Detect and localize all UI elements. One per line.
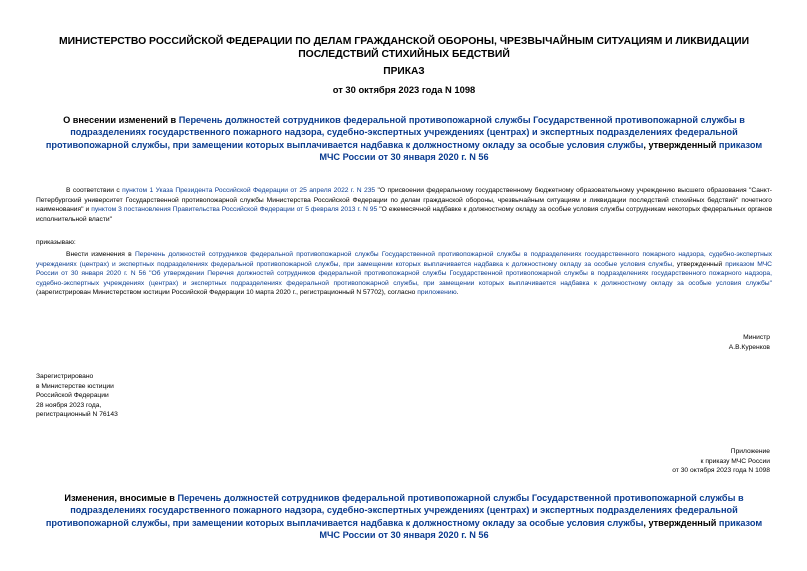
preamble-paragraph xyxy=(36,186,772,224)
registration-line: Зарегистрировано xyxy=(36,373,94,380)
prior-order-link[interactable]: приказом МЧС России от 30 января 2020 г. N 56 "Об утверждении Перечня должностей сотрудников федеральной противопожарной службы Государственной противопожарной службы в подразделениях государственного пожарного надзора, судебно-экспертных учреждениях (центрах) и экспертных подразделениях федеральной противопожарной службы, при замещении которых выплачивается надбавка к должностному окладу за особые условия службы" xyxy=(36,260,773,287)
order-paragraph xyxy=(36,250,772,298)
appendix-line: к приказу МЧС России xyxy=(700,457,770,465)
order-text-c: (зарегистрирован Министерством юстиции Российской Федерации 10 марта 2020 г., регистрационный N 57702), согласно xyxy=(36,289,418,296)
appendix-title-order-link[interactable]: приказом МЧС России от 30 января 2020 г. N 56 xyxy=(319,517,763,540)
title-order-link[interactable]: приказом МЧС России от 30 января 2020 г. N 56 xyxy=(319,139,763,162)
registration-line: в Министерстве юстиции xyxy=(36,382,114,390)
appendix-title-list-link[interactable]: Перечень должностей сотрудников федеральной противопожарной службы Государственной противопожарной службы в подразделениях государственного пожарного надзора, судебно-экспертных учреждениях (центрах) и экспертных подразделениях федеральной противопожарной службы, при замещении которых выплачивается надбавка к должностному окладу за особые условия службы xyxy=(45,493,744,528)
order-title xyxy=(36,114,772,163)
preamble-text-a: В соответствии с xyxy=(66,187,123,194)
title-list-link[interactable]: Перечень должностей сотрудников федеральной противопожарной службы Государственной противопожарной службы в подразделениях государственного пожарного надзора, судебно-экспертных учреждениях (центрах) и экспертных подразделениях федеральной противопожарной службы, при замещении которых выплачивается надбавка к должностному окладу за особые условия службы xyxy=(45,115,745,150)
appendix-title-middle: , утвержденный xyxy=(643,517,719,528)
ministry-heading: МИНИСТЕРСТВО РОССИЙСКОЙ ФЕДЕРАЦИИ ПО ДЕЛАМ ГРАЖДАНСКОЙ ОБОРОНЫ, ЧРЕЗВЫЧАЙНЫМ СИТУАЦИЯМ И ЛИКВИДАЦИИ ПОСЛЕДСТВИЙ СТИХИЙНЫХ БЕДСТВИЙ xyxy=(58,36,750,60)
appendix-title xyxy=(36,492,772,541)
order-text-a: Внести изменения в xyxy=(66,251,135,258)
appendix-title-prefix: Изменения, вносимые в xyxy=(64,493,178,503)
signer-name: А.В.Куренков xyxy=(728,344,770,351)
registration-line: 28 ноября 2023 года, xyxy=(36,401,102,409)
decree-link[interactable]: пунктом 1 Указа Президента Российской Федерации от 25 апреля 2022 г. N 235 xyxy=(122,187,376,194)
preamble-text-b: "О присвоении федеральному государственному бюджетному образовательному учреждению высшего образования "Санкт-Петербургский университет Государственной противопожарной службы Министерства Российской Федерации по делам гражданской обороны, чрезвычайным ситуациям и ликвидации последствий стихийных бедствий" почетного наименования" и xyxy=(36,187,772,213)
order-text-b: , утвержденный xyxy=(672,260,726,268)
appendix-line: Приложение xyxy=(730,448,770,455)
registration-block xyxy=(36,372,118,420)
list-link[interactable]: Перечень должностей сотрудников федеральной противопожарной службы Государственной противопожарной службы в подразделениях государственного пожарного надзора, судебно-экспертных учреждениях (центрах) и экспертных подразделениях федеральной противопожарной службы, при замещении которых выплачивается надбавка к должностному окладу за особые условия службы xyxy=(36,251,772,268)
order-text-d: . xyxy=(456,289,459,296)
signer-position: Министр xyxy=(743,334,770,341)
order-word: приказываю: xyxy=(36,239,76,246)
resolution-link[interactable]: пунктом 3 постановления Правительства Российской Федерации от 5 февраля 2013 г. N 95 xyxy=(91,206,378,213)
registration-line: регистрационный N 76143 xyxy=(36,411,118,418)
appendix-line: от 30 октября 2023 года N 1098 xyxy=(672,467,770,474)
appendix-header xyxy=(672,447,770,476)
signature-block xyxy=(729,333,770,353)
title-middle: , утвержденный xyxy=(643,139,719,150)
document-type: ПРИКАЗ xyxy=(383,66,425,77)
title-prefix: О внесении изменений в xyxy=(63,115,179,125)
order-date-number: от 30 октября 2023 года N 1098 xyxy=(332,84,476,95)
registration-line: Российской Федерации xyxy=(36,392,109,399)
preamble-text-c: "О ежемесячной надбавке к должностному окладу за особые условия службы сотрудникам некоторых федеральных органов исполнительной власти" xyxy=(36,206,772,223)
appendix-link[interactable]: приложению xyxy=(417,289,457,296)
